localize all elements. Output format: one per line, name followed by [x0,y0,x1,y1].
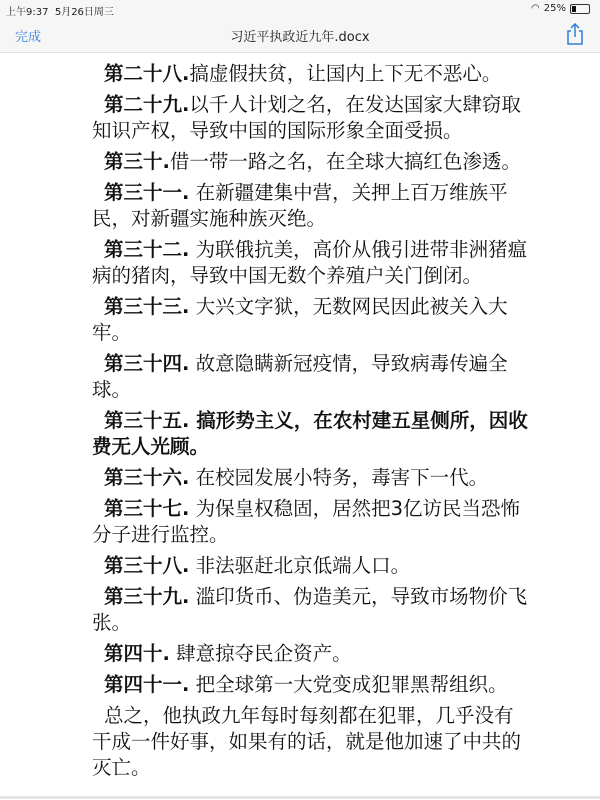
paragraph-number: 第四十一. [104,673,190,696]
document-paragraph [92,294,532,346]
paragraph-text: 总之，他执政九年每时每刻都在犯罪，几乎没有干成一件好事，如果有的话，就是他加速了中共的灭亡。 [92,704,522,779]
paragraph-number: 第三十五. [104,409,190,432]
document-paragraph [92,408,532,460]
document-paragraph [92,496,532,548]
document-paragraph [92,92,532,144]
document-paragraph [92,351,532,403]
paragraph-text: 非法驱赶北京低端人口。 [189,554,411,577]
paragraph-number: 第三十八. [104,554,190,577]
paragraph-text: 把全球第一大党变成犯罪黑帮组织。 [189,673,508,696]
document-paragraph [92,703,532,781]
paragraph-text: 以千人计划之名，在发达国家大肆窃取知识产权，导致中国的国际形象全面受损。 [92,93,521,142]
paragraph-number: 第四十. [104,642,170,665]
status-time-date [6,3,114,18]
document-paragraph [92,553,532,579]
paragraph-number: 第三十七. [104,497,190,520]
paragraph-text: 为保皇权稳固，居然把3亿访民当恐怖分子进行监控。 [92,497,521,546]
document-title: 习近平执政近九年.docx [230,30,370,45]
document-paragraph [92,672,532,698]
paragraph-number: 第三十二. [104,238,190,261]
paragraph-text: 借一带一路之名，在全球大搞红色渗透。 [169,150,521,173]
paragraph-text: 搞虚假扶贫，让国内上下无不恶心。 [189,62,502,85]
document-paragraph [92,237,532,289]
paragraph-text: 在新疆建集中营，关押上百万维族平民，对新疆实施种族灭绝。 [92,181,508,230]
paragraph-number: 第二十八. [104,62,190,85]
paragraph-number: 第二十九. [104,93,190,116]
wifi-icon: ◠ [531,3,540,14]
status-bar [0,0,600,18]
document-paragraph [92,584,532,636]
document-paragraph [92,149,532,175]
bottom-divider [0,796,600,799]
status-right [531,3,590,14]
paragraph-number: 第三十. [104,150,170,173]
status-time: 上午9:37 [6,7,49,18]
paragraph-text: 搞形势主义，在农村建五星侧所，因收费无人光顾。 [92,409,528,458]
done-button[interactable]: 完成 [15,30,42,45]
nav-bar [0,18,600,53]
paragraph-text: 滥印货币、伪造美元，导致市场物价飞张。 [92,585,528,634]
paragraph-number: 第三十六. [104,466,190,489]
document-body [0,53,532,796]
paragraph-text: 在校园发展小特务，毒害下一代。 [189,466,489,489]
document-paragraph [92,465,532,491]
paragraph-text: 为联俄抗美，高价从俄引进带非洲猪瘟病的猪肉，导致中国无数个养殖户关门倒闭。 [92,238,528,287]
paragraph-number: 第三十一. [104,181,190,204]
paragraph-number: 第三十三. [104,295,190,318]
document-paragraph [92,61,532,87]
paragraph-text: 大兴文字狱，无数网民因此被关入大牢。 [92,295,508,344]
paragraph-number: 第三十四. [104,352,190,375]
battery-icon [570,4,590,14]
share-icon[interactable] [565,23,585,45]
battery-percent: 25% [543,3,566,14]
paragraph-text: 肆意掠夺民企资产。 [169,642,352,665]
status-date: 5月26日周三 [54,7,114,18]
paragraph-number: 第三十九. [104,585,190,608]
document-paragraph [92,180,532,232]
paragraph-text: 故意隐瞒新冠疫情，导致病毒传遍全球。 [92,352,508,401]
document-paragraph [92,641,532,667]
